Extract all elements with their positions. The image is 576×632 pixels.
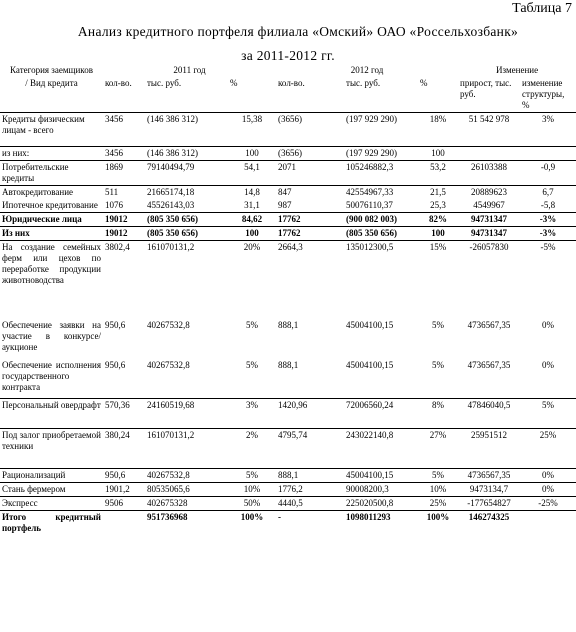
- qty-2012: 888,1: [278, 359, 299, 370]
- document-subtitle: за 2011-2012 гг.: [241, 48, 335, 63]
- pct-2011: 2%: [228, 429, 276, 469]
- qty-2011: 511: [103, 186, 145, 200]
- qty-2012: 17762: [276, 227, 344, 241]
- pct-2012: 5%: [432, 319, 445, 330]
- thous-2012: 50076110,37: [346, 200, 393, 210]
- pct-2012: 25%: [418, 497, 458, 511]
- pct-2012: 27%: [418, 429, 458, 469]
- table-row: [0, 186, 576, 200]
- pct-2012: 10%: [418, 483, 458, 497]
- credit-portfolio-table: [0, 64, 576, 537]
- pct-2011: 5%: [246, 319, 258, 330]
- growth: 146274325: [458, 511, 520, 537]
- qty-2011: 1901,2: [103, 483, 145, 497]
- structure-change: 0%: [520, 483, 576, 497]
- thous-2012: (805 350 656): [344, 227, 418, 241]
- structure-change: 6,7: [520, 186, 576, 200]
- growth: 4549967: [473, 200, 505, 210]
- growth: 4736567,35: [467, 319, 511, 330]
- thous-2011: 21665174,18: [145, 186, 228, 200]
- table-row: [0, 241, 576, 319]
- pct-2011: 84,62: [228, 213, 276, 227]
- qty-2011: 3456: [103, 113, 145, 147]
- qty-2011: 9506: [103, 497, 145, 511]
- thous-2011: 40267532,8: [147, 359, 190, 370]
- thous-2011: 45526143,03: [147, 200, 195, 210]
- qty-2012: 888,1: [276, 469, 344, 483]
- structure-change: -0,9: [520, 161, 576, 186]
- thous-2012: 42554967,33: [344, 186, 418, 200]
- qty-2012: 2071: [276, 161, 344, 186]
- qty-2011: 950,6: [105, 359, 126, 370]
- pct-2011: 3%: [228, 399, 276, 429]
- qty-2011: 3802,4: [103, 241, 145, 319]
- thous-2011: 24160519,68: [145, 399, 228, 429]
- structure-change: -5%: [520, 241, 576, 319]
- thous-2012: 45004100,15: [344, 469, 418, 483]
- pct-2012: 25,3: [430, 200, 446, 210]
- header-pct-2011: %: [230, 78, 238, 88]
- row-label: Обеспечение заявки на участие в конкурсе/аукционе: [2, 319, 101, 352]
- growth: 94731347: [458, 213, 520, 227]
- structure-change: 0%: [542, 319, 555, 330]
- qty-2011: 570,36: [103, 399, 145, 429]
- row-label: Потребительские кредиты: [0, 161, 103, 186]
- table-row: [0, 147, 576, 161]
- table-row: [0, 469, 576, 483]
- row-label: Юридические лица: [0, 213, 103, 227]
- pct-2012: 5%: [432, 359, 445, 370]
- structure-change: 25%: [520, 429, 576, 469]
- table-row: [0, 429, 576, 469]
- pct-2012: 100: [418, 227, 458, 241]
- header-pct-2012: %: [420, 78, 428, 88]
- thous-2012: 225020500,8: [344, 497, 418, 511]
- pct-2011: 100%: [228, 511, 276, 537]
- qty-2011: 950,6: [103, 469, 145, 483]
- structure-change: -3%: [520, 213, 576, 227]
- structure-change: -25%: [520, 497, 576, 511]
- table-row: [0, 399, 576, 429]
- header-qty-2011: кол-во.: [105, 78, 132, 88]
- header-credit-type: / Вид кредита: [25, 78, 78, 88]
- growth: 25951512: [458, 429, 520, 469]
- row-label: Автокредитование: [0, 186, 103, 200]
- row-label: На создание семейных ферм или цехов по переработке продукции животноводства: [0, 241, 103, 319]
- structure-change: 3%: [520, 113, 576, 147]
- qty-2012: 1776,2: [276, 483, 344, 497]
- thous-2011: (146 386 312): [145, 113, 228, 147]
- thous-2011: 161070131,2: [145, 241, 228, 319]
- pct-2012: 5%: [418, 469, 458, 483]
- row-label: Персональный овердрафт: [0, 399, 103, 429]
- growth: 20889623: [458, 186, 520, 200]
- table-row: [0, 199, 576, 213]
- growth: 26103388: [458, 161, 520, 186]
- thous-2011: 79140494,79: [145, 161, 228, 186]
- row-label: Итого кредитный портфель: [0, 511, 103, 537]
- structure-change: 0%: [542, 359, 555, 370]
- structure-change: -3%: [520, 227, 576, 241]
- table-row: [0, 497, 576, 511]
- pct-2011: 54,1: [228, 161, 276, 186]
- row-label: Стань фермером: [0, 483, 103, 497]
- thous-2011: 951736968: [145, 511, 228, 537]
- table-row: [0, 213, 576, 227]
- pct-2012: 15%: [418, 241, 458, 319]
- row-label: Из них: [0, 227, 103, 241]
- thous-2011: 80535065,6: [145, 483, 228, 497]
- header-qty-2012: кол-во.: [278, 78, 305, 88]
- table-row: [0, 483, 576, 497]
- header-thous-2012: тыс. руб.: [346, 78, 381, 88]
- thous-2011: 40267532,8: [145, 469, 228, 483]
- header-category: Категория заемщиков: [10, 65, 93, 75]
- pct-2012: 100: [418, 147, 458, 161]
- growth: -177654827: [458, 497, 520, 511]
- thous-2012: 72006560,24: [344, 399, 418, 429]
- table-row: [0, 227, 576, 241]
- qty-2012: (3656): [276, 113, 344, 147]
- pct-2012: 53,2: [418, 161, 458, 186]
- qty-2011: 19012: [103, 213, 145, 227]
- header-growth: прирост, тыс. руб.: [460, 78, 512, 99]
- qty-2012: 847: [276, 186, 344, 200]
- structure-change: 0%: [520, 469, 576, 483]
- pct-2011: 5%: [228, 469, 276, 483]
- thous-2011: (805 350 656): [145, 227, 228, 241]
- pct-2011: 20%: [228, 241, 276, 319]
- pct-2011: 31,1: [244, 200, 260, 210]
- growth: 9473134,7: [458, 483, 520, 497]
- thous-2011: (805 350 656): [145, 213, 228, 227]
- qty-2012: 4795,74: [276, 429, 344, 469]
- qty-2012: 4440,5: [276, 497, 344, 511]
- qty-2011: 19012: [103, 227, 145, 241]
- structure-change: 5%: [520, 399, 576, 429]
- header-structure-change: изменение структуры, %: [522, 78, 565, 110]
- pct-2012: 100%: [418, 511, 458, 537]
- growth: 51 542 978: [458, 113, 520, 147]
- row-label: Кредиты физическим лицам - всего: [0, 113, 103, 147]
- growth: 4736567,35: [467, 359, 511, 370]
- header-thous-2011: тыс. руб.: [147, 78, 182, 88]
- qty-2012: 1420,96: [276, 399, 344, 429]
- pct-2012: 18%: [418, 113, 458, 147]
- growth: 47846040,5: [458, 399, 520, 429]
- row-label: Обеспечение исполнения государственного контракта: [2, 359, 101, 392]
- pct-2012: 82%: [418, 213, 458, 227]
- structure-change: -5,8: [540, 200, 556, 210]
- thous-2012: 45004100,15: [346, 359, 394, 370]
- row-label: Ипотечное кредитование: [2, 200, 98, 210]
- structure-change: [520, 147, 576, 161]
- table-row: [0, 319, 576, 359]
- pct-2011: 100: [228, 227, 276, 241]
- thous-2012: 90008200,3: [344, 483, 418, 497]
- thous-2011: 161070131,2: [145, 429, 228, 469]
- qty-2012: -: [276, 511, 344, 537]
- growth: -26057830: [458, 241, 520, 319]
- header-change: Изменение: [496, 65, 539, 75]
- header-year-2012: 2012 год: [350, 65, 384, 75]
- thous-2012: (197 929 290): [344, 147, 418, 161]
- thous-2012: 243022140,8: [344, 429, 418, 469]
- pct-2011: 14,8: [228, 186, 276, 200]
- qty-2011: 1076: [105, 200, 123, 210]
- thous-2011: (146 386 312): [145, 147, 228, 161]
- row-label: из них:: [0, 147, 103, 161]
- row-label: Под залог приобретаемой техники: [0, 429, 103, 469]
- qty-2012: (3656): [276, 147, 344, 161]
- thous-2012: (900 082 003): [344, 213, 418, 227]
- pct-2012: 8%: [418, 399, 458, 429]
- table-label: Таблица 7: [512, 1, 572, 16]
- qty-2011: [103, 511, 145, 537]
- table-row: [0, 113, 576, 147]
- structure-change: [520, 511, 576, 537]
- growth: 4736567,35: [458, 469, 520, 483]
- qty-2011: 3456: [103, 147, 145, 161]
- table-row: [0, 359, 576, 399]
- row-label: Экспресс: [0, 497, 103, 511]
- pct-2011: 10%: [228, 483, 276, 497]
- row-label: Рационализаций: [0, 469, 103, 483]
- thous-2012: 105246882,3: [344, 161, 418, 186]
- thous-2012: 1098011293: [344, 511, 418, 537]
- header-year-2011: 2011 год: [173, 65, 206, 75]
- growth: [458, 147, 520, 161]
- thous-2012: 135012300,5: [344, 241, 418, 319]
- thous-2012: (197 929 290): [344, 113, 418, 147]
- table-row: [0, 511, 576, 537]
- pct-2011: 100: [228, 147, 276, 161]
- qty-2011: 1869: [103, 161, 145, 186]
- growth: 94731347: [458, 227, 520, 241]
- thous-2011: 402675328: [145, 497, 228, 511]
- table-row: [0, 161, 576, 186]
- qty-2012: 17762: [276, 213, 344, 227]
- pct-2012: 21,5: [418, 186, 458, 200]
- qty-2011: 380,24: [103, 429, 145, 469]
- qty-2012: 888,1: [278, 319, 299, 330]
- pct-2011: 50%: [228, 497, 276, 511]
- pct-2011: 5%: [246, 359, 258, 370]
- pct-2011: 15,38: [228, 113, 276, 147]
- qty-2012: 2664,3: [276, 241, 344, 319]
- qty-2012: 987: [278, 200, 292, 210]
- document-title: Анализ кредитного портфеля филиала «Омский» ОАО «Россельхозбанк»: [77, 24, 519, 39]
- thous-2011: 40267532,8: [147, 319, 190, 330]
- qty-2011: 950,6: [105, 319, 126, 330]
- thous-2012: 45004100,15: [346, 319, 394, 330]
